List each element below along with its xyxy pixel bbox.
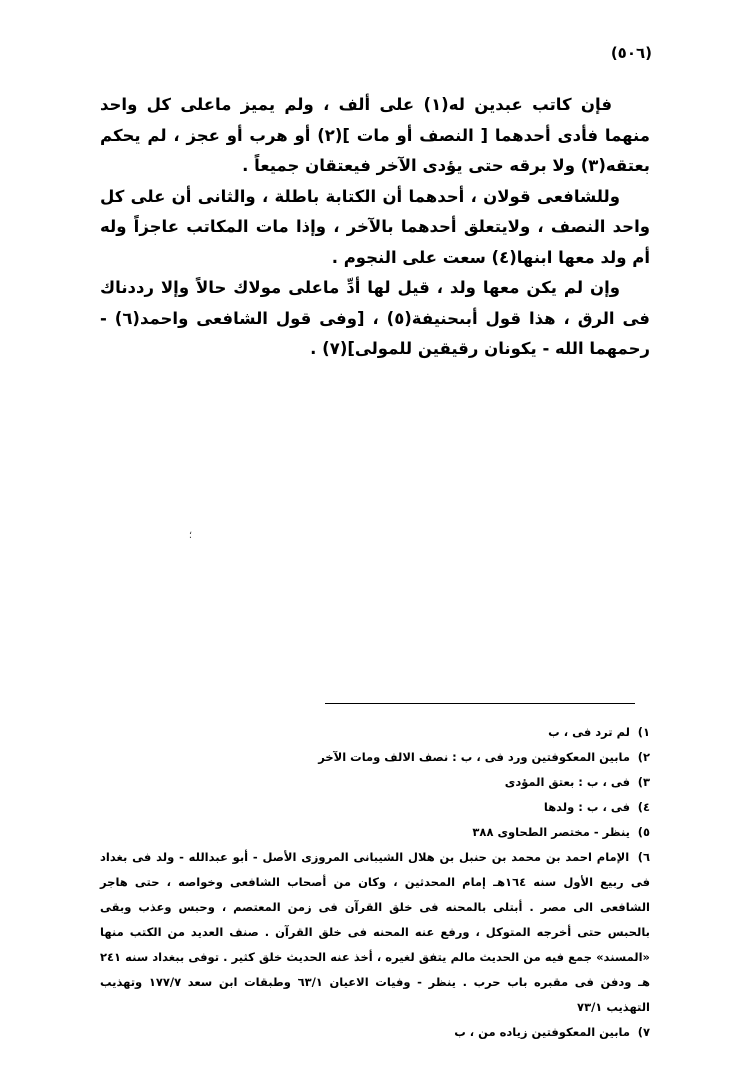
footnote-text: فى ، ب : بعتق المؤدى <box>504 775 630 789</box>
footnote-3 <box>100 770 650 795</box>
footnote-text: لم ترد فى ، ب <box>548 725 630 739</box>
footnote-1 <box>100 720 650 745</box>
footnote-number: ١) <box>637 725 650 739</box>
page-number: (٥٠٦) <box>610 44 652 62</box>
footnote-2 <box>100 745 650 770</box>
footnote-number: ٧) <box>637 1025 650 1039</box>
main-text-body <box>100 90 650 365</box>
footnote-number: ٥) <box>637 825 650 839</box>
footnote-7 <box>100 1020 650 1045</box>
footnote-number: ٣) <box>637 775 650 789</box>
paragraph-3: وإن لم يكن معها ولد ، قيل لها أدِّ ماعلى مولاك حالاً وإلا رددناك فى الرق ، هذا قول أبىحنيفة(٥) ، [وفى قول الشافعى واحمد(٦) - رحمهما الله - يكونان رقيقين للمولى](٧) . <box>100 278 650 358</box>
footnote-6 <box>100 845 650 1020</box>
footnote-separator <box>325 703 635 704</box>
footnote-number: ٢) <box>637 750 650 764</box>
footnote-text: مابين المعكوفتين زياده من ، ب <box>454 1025 630 1039</box>
footnote-number: ٦) <box>637 850 650 864</box>
paragraph-2: وللشافعى قولان ، أحدهما أن الكتابة باطلة ، والثانى أن على كل واحد النصف ، ولايتعلق أحدهما بالآخر ، وإذا مات المكاتب عاجزاً وله أم ولد معها ابنها(٤) سعت على النجوم . <box>100 186 650 267</box>
paragraph-1: فإن كاتب عبدين له(١) على ألف ، ولم يميز ماعلى كل واحد منهما فأدى أحدهما [ النصف أو مات ](٢) أو هرب أو عجز ، لم يحكم بعتقه(٣) ولا برقه حتى يؤدى الآخر فيعتقان جميعاً . <box>100 95 650 175</box>
footnote-text: الإمام احمد بن محمد بن حنبل بن هلال الشيبانى المروزى الأصل - أبو عبدالله - ولد فى بغداد فى ربيع الأول سنه ١٦٤هـ إمام المحدثين ، وكان من أصحاب الشافعى وخواصه ، حتى هاجر الشافعى الى مصر . أبتلى بالمحنه فى خلق القرآن فى زمن المعتصم ، وحبس وعذب وبقى بالحبس حتى أخرجه المتوكل ، ورفع عنه المحنه فى خلق القرآن . صنف العديد من الكتب منها «المسند» جمع فيه من الحديث مالم يتفق لغيره ، أخذ عنه الحديث خلق كثير . توفى ببغداد سنه ٢٤١ هـ ودفن فى مقبره باب حرب . ينظر - وفيات الاعيان ٦٣/١ وطبقات ابن سعد ١٧٧/٧ وتهذيب التهذيب ٧٣/١ <box>100 850 650 1014</box>
footnote-4 <box>100 795 650 820</box>
footnote-5 <box>100 820 650 845</box>
footnote-text: ينظر - مختصر الطحاوى ٣٨٨ <box>472 825 630 839</box>
footnote-number: ٤) <box>637 800 650 814</box>
footnote-text: فى ، ب : ولدها <box>543 800 630 814</box>
stray-ink-mark: ؛ <box>188 530 192 541</box>
footnotes-section <box>100 720 650 1045</box>
footnote-text: مابين المعكوفتين ورد فى ، ب : نصف الالف ومات الآخر <box>318 750 630 764</box>
